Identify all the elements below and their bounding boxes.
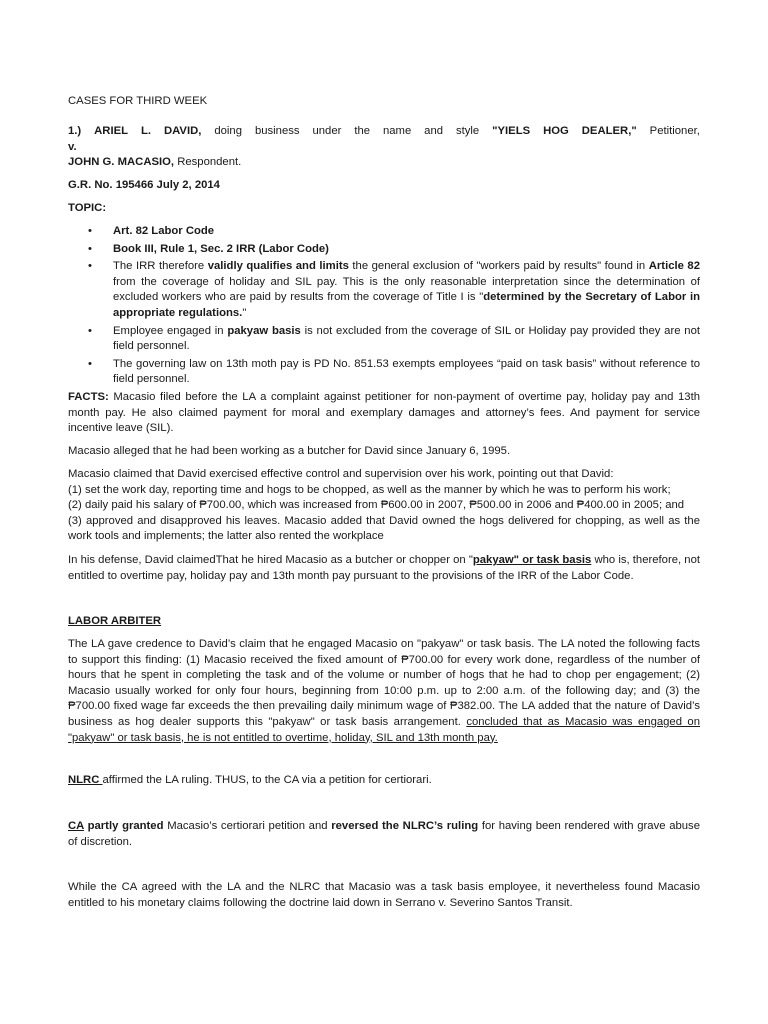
petitioner-word: HOG [543, 125, 569, 137]
bullet-text: Art. 82 Labor Code [113, 225, 215, 237]
labor-arbiter-heading-text: LABOR ARBITER [68, 615, 162, 627]
facts-paragraph-2: Macasio alleged that he had been working as a butcher for David since January 6, 1995. [68, 445, 511, 457]
defense-text: who is, therefore, not entitled to overtime pay, holiday pay and 13th month pay pursuant to the provisions of the IRR of the Labor Code. [68, 554, 700, 582]
bullet-text: is not excluded from the coverage of SIL or Holiday pay provided they are not field personnel. [113, 324, 700, 353]
labor-arbiter-conclusion: concluded that as Macasio was engaged on "pakyaw" or task basis, he is not entitled to overtime, holiday, SIL and 13th month pay. [68, 715, 701, 744]
labor-arbiter-paragraph [68, 637, 700, 746]
facts-item-3: (3) approved and disapproved his leaves. Macasio added that David owned the hogs delivered for chopping, as well as the work tools and implements; the latter also rented the workplace [68, 514, 700, 543]
list-item: • Employee engaged in pakyaw basis is not excluded from the coverage of SIL or Holiday pay provided they are not field personnel. [88, 324, 700, 353]
petitioner-line [68, 124, 700, 140]
facts-intro: Macasio claimed that David exercised effective control and supervision over his work, pointing out that David: [68, 468, 614, 480]
facts-paragraph [68, 390, 700, 437]
ca-label: CA [68, 820, 84, 832]
respondent-line [68, 155, 700, 171]
petitioner-word: and [424, 125, 444, 137]
petitioner-word: business [254, 125, 300, 137]
bullet-text: The IRR therefore [113, 260, 208, 273]
topic-label [68, 201, 700, 217]
nlrc-text: affirmed the LA ruling. THUS, to the CA via a petition for certiorari. [102, 774, 432, 786]
case-caption [68, 124, 700, 155]
defense-paragraph [68, 553, 700, 584]
topic-text: TOPIC: [68, 202, 107, 214]
topic-list [68, 224, 700, 390]
labor-arbiter-heading [68, 614, 700, 630]
petitioner-word: ARIEL [94, 125, 129, 137]
petitioner-word: name [382, 125, 412, 137]
labor-arbiter-text: The LA gave credence to David’s claim that he engaged Macasio on "pakyaw" or task basis. The LA noted the following facts to support this finding: (1) Macasio received the fixed amount of ₱700.00 for every work done, regardless of the number of hours that he spent in completing the task and of the volume or number of hogs that he had to chop per engagement; (2) Macasio usually worked for only four hours, beginning from 10:00 p.m. up to 2:00 a.m. of the following day; and (3) the ₱700.00 fixed wage far exceeds the then prevailing daily minimum wage of ₱382.00. The LA added that the nature of David’s business as hog dealer supports this "pakyaw" or task basis arrangement. [68, 638, 700, 728]
bullet-text: the general exclusion of "workers paid by results" found in [348, 260, 649, 273]
list-item: • The IRR therefore validly qualifies and limits the general exclusion of "workers paid by results" found in Article 82 from the coverage of holiday and SIL pay. This is the only reasonable interpretation since the determination of excluded workers who are paid by results from the coverage of Title I is "determined by the Secretary of Labor in appropriate regulations." [88, 260, 700, 319]
petitioner-word: style [455, 125, 480, 137]
petitioner-word: DAVID, [163, 125, 202, 137]
respondent-name: JOHN G. MACASIO, [68, 156, 175, 168]
petitioner-word: the [354, 125, 371, 137]
gr-text: G.R. No. 195466 July 2, 2014 [68, 179, 220, 191]
facts-item-1: (1) set the work day, reporting time and hogs to be chopped, as well as the manner by which he was to perform his work; [68, 483, 671, 496]
ca-paragraph [68, 819, 700, 850]
bullet-text: " [242, 306, 247, 319]
facts-label: FACTS: [68, 391, 109, 403]
versus [68, 140, 700, 156]
doc-title: CASES FOR THIRD WEEK [68, 95, 208, 107]
ca-text: for having been rendered with grave abuse of discretion. [68, 820, 700, 848]
bullet-text: The governing law on 13th moth pay is PD No. 851.53 exempts employees “paid on task basis” without reference to field personnel. [113, 357, 700, 386]
respondent-role: Respondent. [174, 156, 242, 168]
petitioner-word: L. [140, 125, 152, 137]
facts-paragraph-3 [68, 467, 700, 545]
bullet-bold: determined by the Secretary of Labor in appropriate regulations. [113, 291, 700, 319]
bullet-text: Book III, Rule 1, Sec. 2 IRR (Labor Code) [113, 242, 329, 255]
case-number: 1.) [68, 125, 82, 137]
bullet-bold: validly qualifies and limits [207, 260, 349, 273]
bullet-bold: pakyaw basis [227, 324, 301, 337]
list-item: • The governing law on 13th moth pay is PD No. 851.53 exempts employees “paid on task basis” without reference to field personnel. [88, 357, 700, 386]
gr-number [68, 178, 700, 194]
petitioner-word: "YIELS [492, 125, 531, 137]
versus-text: v. [68, 140, 77, 153]
list-item: • Book III, Rule 1, Sec. 2 IRR (Labor Code) [88, 242, 329, 255]
facts-item-2: (2) daily paid his salary of ₱700.00, which was increased from ₱600.00 in 2007, ₱500.00 in 2006 and ₱400.00 in 2005; and [68, 499, 685, 512]
ca-bold: reversed the NLRC’s ruling [331, 820, 479, 832]
nlrc-label: NLRC [68, 774, 103, 786]
facts-text: Macasio filed before the LA a complaint against petitioner for non-payment of overtime pay, holiday pay and 13th month pay. He also claimed payment for moral and exemplary damages and attorney’s fees. And payment for service incentive leave (SIL). [68, 391, 700, 435]
petitioner-role: Petitioner, [649, 125, 700, 137]
petitioner-word: doing [214, 125, 242, 137]
petitioner-word: DEALER," [581, 125, 637, 137]
bullet-text: Employee engaged in [113, 324, 228, 337]
bullet-bold: Article 82 [648, 260, 700, 273]
ca-bold: partly granted [83, 820, 164, 832]
defense-text: In his defense, David claimedThat he hired Macasio as a butcher or chopper on " [68, 554, 473, 566]
nlrc-paragraph [68, 773, 700, 789]
defense-emphasis: pakyaw" or task basis [472, 554, 592, 566]
bullet-text: from the coverage of holiday and SIL pay. This is the only reasonable interpretation since the determination of excluded workers who are paid by results from the coverage of Title I is " [113, 275, 700, 304]
final-paragraph: While the CA agreed with the LA and the NLRC that Macasio was a task basis employee, it nevertheless found Macasio entitled to his monetary claims following the doctrine laid down in Serrano v. Severino Santos Transit. [68, 881, 700, 909]
ca-text: Macasio’s certiorari petition and [163, 820, 332, 832]
petitioner-word: under [312, 125, 342, 137]
list-item: • Art. 82 Labor Code [88, 225, 215, 237]
